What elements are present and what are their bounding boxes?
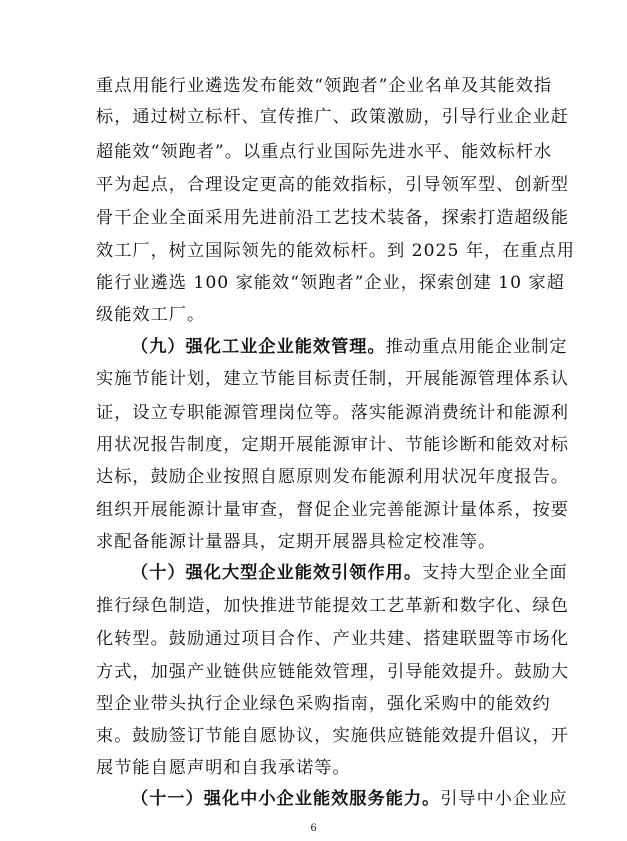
section-line [131, 333, 568, 361]
line-text: 方式，加强产业链供应链能效管理，引导能效提升。鼓励大 [96, 662, 569, 682]
line-text: 能行业遴选 100 家能效“领跑者”企业，探索创建 10 家超 [96, 273, 565, 293]
line-text: 化转型。鼓励通过项目合作、产业共建、搭建联盟等市场化 [96, 629, 569, 649]
text-line [96, 204, 569, 232]
text-line [96, 690, 551, 718]
text-line [96, 301, 536, 329]
text-line [96, 496, 569, 524]
line-text: 展节能自愿声明和自我承诺等。 [96, 758, 351, 778]
text-line [96, 269, 565, 297]
line-text: 重点用能行业遴选发布能效“领跑者”企业名单及其能效指 [96, 76, 553, 96]
line-text: 型企业带头执行企业绿色采购指南，强化采购中的能效约 [96, 694, 551, 714]
text-line [96, 138, 553, 166]
text-line [96, 592, 569, 620]
text-line [96, 103, 569, 131]
line-text: 效工厂，树立国际领先的能效标杆。到 2025 年，在重点用 [96, 241, 575, 261]
line-text: 实施节能计划，建立节能目标责任制，开展能源管理体系认 [96, 369, 569, 389]
text-line [96, 72, 553, 100]
text-line [96, 399, 569, 427]
line-text: 支持大型企业全面 [422, 563, 568, 583]
text-line [96, 754, 536, 782]
line-text: 标，通过树立标杆、宣传推广、政策激励，引导行业企业赶 [96, 107, 569, 127]
line-text: 推行绿色制造，加快推进节能提效工艺革新和数字化、绿色 [96, 596, 569, 616]
text-line [96, 528, 536, 556]
text-line [96, 658, 569, 686]
line-text: 超能效“领跑者”。以重点行业国际先进水平、能效标杆水 [96, 142, 553, 162]
line-text: 求配备能源计量器具，定期开展器具检定校准等。 [96, 532, 497, 552]
section-line [131, 785, 568, 813]
line-text: 达标，鼓励企业按照自愿原则发布能源利用状况年度报告。 [96, 467, 569, 487]
text-line [96, 171, 569, 199]
line-text: 引导中小企业应 [440, 789, 568, 809]
section-heading: （十）强化大型企业能效引领作用。 [131, 563, 423, 583]
line-text: 证，设立专职能源管理岗位等。落实能源消费统计和能源利 [96, 403, 569, 423]
line-text: 组织开展能源计量审查，督促企业完善能源计量体系，按要 [96, 500, 569, 520]
text-line [96, 625, 569, 653]
line-text: 级能效工厂。 [96, 305, 206, 325]
section-heading: （九）强化工业企业能效管理。 [131, 337, 386, 357]
text-line [96, 237, 575, 265]
text-line [96, 722, 569, 750]
line-text: 用状况报告制度，定期开展能源审计、节能诊断和能效对标 [96, 435, 569, 455]
text-line [96, 431, 569, 459]
text-line [96, 463, 569, 491]
line-text: 推动重点用能企业制定 [385, 337, 568, 357]
line-text: 束。鼓励签订节能自愿协议，实施供应链能效提升倡议，开 [96, 726, 569, 746]
line-text: 平为起点，合理设定更高的能效指标，引导领军型、创新型 [96, 175, 569, 195]
section-line [131, 559, 568, 587]
text-line [96, 365, 569, 393]
page-number: 6 [310, 823, 317, 834]
section-heading: （十一）强化中小企业能效服务能力。 [131, 789, 441, 809]
line-text: 骨干企业全面采用先进前沿工艺技术装备，探索打造超级能 [96, 208, 569, 228]
